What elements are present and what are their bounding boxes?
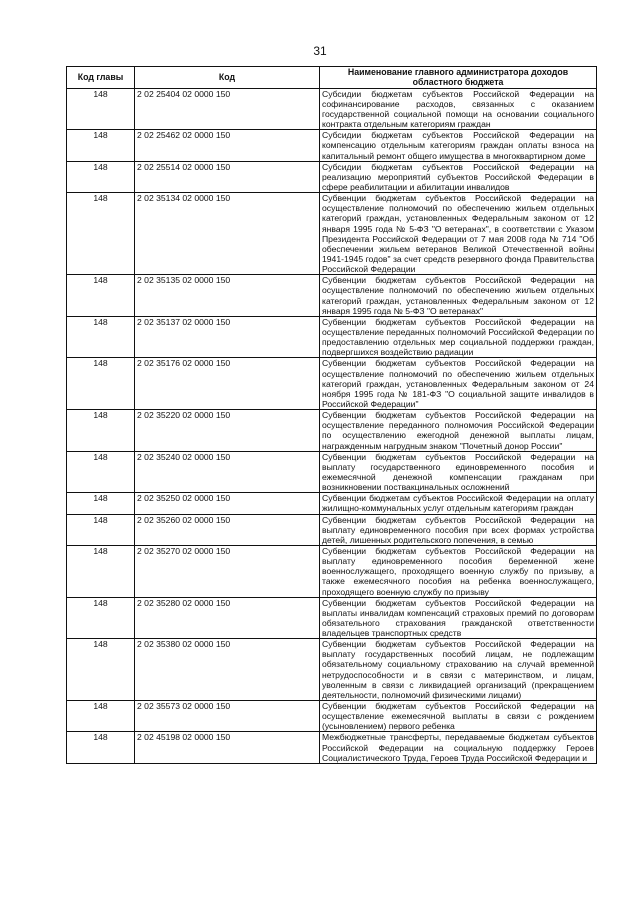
row-name: Субвенции бюджетам субъектов Российской Федерации на выплату единовременного пособия при всех формах устройства детей, лишенных родительского попечения, в семью [320,514,597,545]
row-name: Субвенции бюджетам субъектов Российской Федерации на выплату государственных пособий лицам, не подлежащим обязательному социальному страхованию на случай временной нетрудоспособности и в связи с материнством, и лицам, уволенным в связи с ликвидацией организаций (прекращением деятельности, полномочий физическими лицами) [320,639,597,701]
row-name: Межбюджетные трансферты, передаваемые бюджетам субъектов Российской Федерации на социальную поддержку Героев Социалистического Труда, Героев Труда Российской Федерации и [320,732,597,763]
row-head-code: 148 [67,451,135,493]
row-name: Субвенции бюджетам субъектов Российской Федерации на выплаты инвалидам компенсаций страховых премий по договорам обязательного страхования гражданской ответственности владельцев транспортных средств [320,597,597,639]
row-code: 2 02 35137 02 0000 150 [135,316,320,358]
row-code: 2 02 35240 02 0000 150 [135,451,320,493]
row-code: 2 02 35220 02 0000 150 [135,410,320,452]
table-row [67,88,597,130]
row-name: Субвенции бюджетам субъектов Российской Федерации на оплату жилищно-коммунальных услуг отдельным категориям граждан [320,493,597,514]
row-code: 2 02 35270 02 0000 150 [135,545,320,597]
page-number: 31 [313,44,327,58]
row-code: 2 02 35250 02 0000 150 [135,493,320,514]
table-row [67,358,597,410]
table-row [67,639,597,701]
table-row [67,701,597,732]
table-row [67,275,597,317]
row-name: Субвенции бюджетам субъектов Российской Федерации на выплату единовременного пособия беременной жене военнослужащего, проходящего военную службу по призыву, а также ежемесячного пособия на ребенка военнослужащего, проходящего военную службу по призыву [320,545,597,597]
row-head-code: 148 [67,732,135,763]
row-head-code: 148 [67,275,135,317]
row-code: 2 02 35280 02 0000 150 [135,597,320,639]
table-row [67,161,597,192]
table-row [67,732,597,763]
row-head-code: 148 [67,701,135,732]
row-code: 2 02 35176 02 0000 150 [135,358,320,410]
row-head-code: 148 [67,545,135,597]
row-name: Субвенции бюджетам субъектов Российской Федерации на осуществление переданного полномочия Российской Федерации по осуществлению ежегодной денежной выплаты лицам, награжденным нагрудным знаком "Почетный донор России" [320,410,597,452]
table-row [67,130,597,161]
table-row [67,493,597,514]
table-row [67,451,597,493]
table-header-row [67,67,597,89]
row-name: Субсидии бюджетам субъектов Российской Федерации на компенсацию отдельным категориям граждан оплаты взноса на капитальный ремонт общего имущества в многоквартирном доме [320,130,597,161]
row-name: Субвенции бюджетам субъектов Российской Федерации на осуществление полномочий по обеспечению жильем отдельных категорий граждан, установленных Федеральным законом от 24 ноября 1995 года № 181-ФЗ "О социальной защите инвалидов в Российской Федерации" [320,358,597,410]
row-head-code: 148 [67,410,135,452]
table-row [67,193,597,275]
row-code: 2 02 35573 02 0000 150 [135,701,320,732]
row-head-code: 148 [67,358,135,410]
row-head-code: 148 [67,639,135,701]
table-row [67,316,597,358]
row-name: Субсидии бюджетам субъектов Российской Федерации на софинансирование расходов, связанных с оказанием государственной социальной помощи на основании социального контракта отдельным категориям граждан [320,88,597,130]
column-header-head-code: Код главы [67,67,135,89]
row-code: 2 02 35134 02 0000 150 [135,193,320,275]
row-head-code: 148 [67,514,135,545]
revenue-administrators-table [66,66,597,764]
row-code: 2 02 35135 02 0000 150 [135,275,320,317]
row-head-code: 148 [67,161,135,192]
row-head-code: 148 [67,130,135,161]
table-row [67,597,597,639]
row-head-code: 148 [67,597,135,639]
row-code: 2 02 25514 02 0000 150 [135,161,320,192]
table-row [67,410,597,452]
column-header-code: Код [135,67,320,89]
row-head-code: 148 [67,316,135,358]
table-row [67,514,597,545]
row-code: 2 02 35260 02 0000 150 [135,514,320,545]
row-name: Субвенции бюджетам субъектов Российской Федерации на выплату государственного единовременного пособия и ежемесячной денежной компенсации гражданам при возникновении поствакцинальных осложнений [320,451,597,493]
row-head-code: 148 [67,88,135,130]
row-name: Субсидии бюджетам субъектов Российской Федерации на реализацию мероприятий субъектов Российской Федерации в сфере реабилитации и абилитации инвалидов [320,161,597,192]
row-name: Субвенции бюджетам субъектов Российской Федерации на осуществление полномочий по обеспечению жильем отдельных категорий граждан, установленных Федеральным законом от 12 января 1995 года № 5-ФЗ "О ветеранах", в соответствии с Указом Президента Российской Федерации от 7 мая 2008 года № 714 "Об обеспечении жильем ветеранов Великой Отечественной войны 1941-1945 годов" за счет средств резервного фонда Правительства Российской Федерации [320,193,597,275]
row-head-code: 148 [67,193,135,275]
row-name: Субвенции бюджетам субъектов Российской Федерации на осуществление ежемесячной выплаты в связи с рождением (усыновлением) первого ребенка [320,701,597,732]
row-head-code: 148 [67,493,135,514]
row-code: 2 02 45198 02 0000 150 [135,732,320,763]
row-code: 2 02 25404 02 0000 150 [135,88,320,130]
table-row [67,545,597,597]
column-header-name: Наименование главного администратора доходов областного бюджета [320,67,597,89]
row-name: Субвенции бюджетам субъектов Российской Федерации на осуществление полномочий по обеспечению жильем отдельных категорий граждан, установленных Федеральным законом от 12 января 1995 года № 5-ФЗ "О ветеранах" [320,275,597,317]
row-name: Субвенции бюджетам субъектов Российской Федерации на осуществление переданных полномочий Российской Федерации по предоставлению отдельных мер социальной поддержки граждан, подвергшихся воздействию радиации [320,316,597,358]
row-code: 2 02 35380 02 0000 150 [135,639,320,701]
row-code: 2 02 25462 02 0000 150 [135,130,320,161]
